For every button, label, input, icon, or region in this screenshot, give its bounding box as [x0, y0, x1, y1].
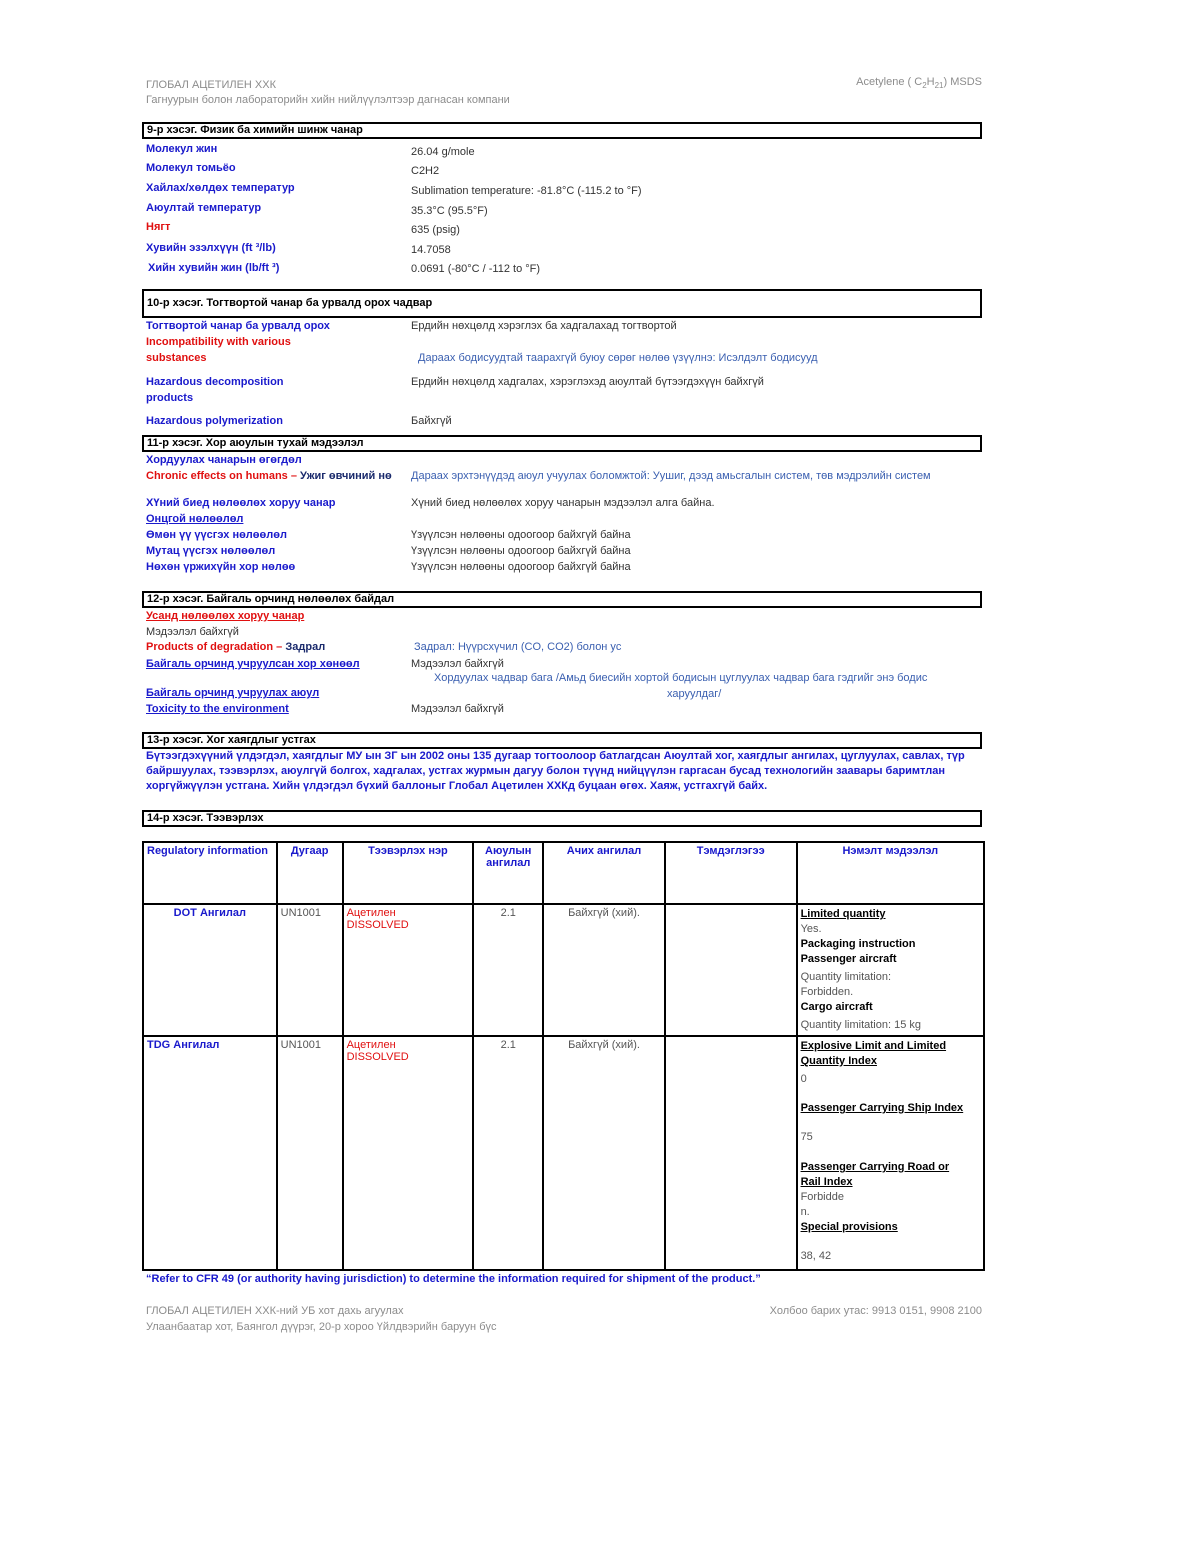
extra-heading: Passenger Carrying Road or — [800, 1161, 950, 1173]
section-14-title: 14-р хэсэг. Тээвэрлэх — [142, 810, 982, 827]
hazard-cell: 2.1 — [473, 1036, 543, 1270]
s9-value: Sublimation temperature: -81.8°C (-115.2 to °F) — [411, 185, 642, 197]
extra-heading: Cargo aircraft — [800, 1001, 873, 1013]
decomp-value: Ердийн нөхцөлд хадгалах, хэрэглэхэд аюултай бүтээгдэхүүн байхгүй — [411, 376, 764, 388]
s9-label: Хийн хувийн жин (lb/ft ³) — [148, 262, 280, 274]
extra-heading: Explosive Limit and Limited — [800, 1040, 947, 1052]
un-cell: UN1001 — [277, 1036, 343, 1270]
degradation-label — [146, 640, 325, 655]
extra-heading: Quantity Index — [800, 1055, 877, 1067]
col-header: Ачих ангилал — [543, 842, 665, 904]
s9-label: Хайлах/хөлдөх температур — [146, 182, 295, 194]
col-header: Аюулын ангилал — [473, 842, 543, 904]
extra-value: 75 — [800, 1131, 813, 1143]
transport-table — [142, 841, 985, 1271]
chronic-label-mn: Ужиг өвчиний нө — [300, 470, 392, 482]
degradation-label-mn: Задрал — [285, 641, 326, 653]
extra-value: Forbidde — [800, 1191, 844, 1203]
env-tox-value: Мэдээлэл байхгүй — [411, 703, 504, 715]
extra-value: Yes. — [800, 923, 822, 935]
aquatic-label: Усанд нөлөөлөх хоруу чанар — [146, 610, 305, 622]
reg-cell: DOT Ангилал — [143, 904, 277, 1036]
aquatic-value: Мэдээлэл байхгүй — [146, 626, 239, 638]
s9-value: C2H2 — [411, 165, 440, 177]
decomp-label: Hazardous decomposition — [146, 376, 284, 388]
repro-value: Үзүүлсэн нөлөөны одоогоор байхгүй байна — [411, 561, 631, 573]
incompat-label-2: substances — [146, 352, 207, 364]
s9-value: 0.0691 (-80°C / -112 to °F) — [411, 263, 541, 275]
extra-value: Quantity limitation: — [800, 971, 892, 983]
poly-label: Hazardous polymerization — [146, 415, 283, 427]
extra-heading: Special provisions — [800, 1221, 898, 1233]
degradation-value: Задрал: Нүүрсхүчил (CO, CO2) болон ус — [414, 641, 622, 653]
extra-value: Quantity limitation: 15 kg — [800, 1019, 922, 1031]
s9-label: Нягт — [146, 221, 171, 233]
table-header-row — [143, 842, 984, 904]
s9-label: Молекул томьёо — [146, 162, 236, 174]
stability-label: Тогтвортой чанар ба урвалд орох — [146, 320, 330, 332]
env-note: Хордуулах чадвар бага /Амьд биесийн хортой бодисын цуглуулах чадвар бага гэдгийг энэ бодис — [434, 672, 928, 684]
extra-value: 38, 42 — [800, 1250, 832, 1262]
extra-heading: Rail Index — [800, 1176, 853, 1188]
env-tox-label: Toxicity to the environment — [146, 703, 289, 715]
s9-value: 35.3°C (95.5°F) — [411, 205, 488, 217]
env-note-2: харуулдаг/ — [667, 688, 722, 700]
col-header: Тэмдэглэгээ — [665, 842, 797, 904]
incompat-label: Incompatibility with various — [146, 336, 291, 348]
name-line: DISSOLVED — [346, 1051, 409, 1063]
pack-cell: Байхгүй (хий). — [543, 1036, 665, 1270]
mutation-value: Үзүүлсэн нөлөөны одоогоор байхгүй байна — [411, 545, 631, 557]
section-13-title: 13-р хэсэг. Хог хаягдлыг устгах — [142, 732, 982, 749]
section-10-title: 10-р хэсэг. Тогтвортой чанар ба урвалд орох чадвар — [142, 289, 982, 318]
name-line: Ацетилен — [346, 907, 396, 919]
poly-value: Байхгүй — [411, 415, 452, 427]
company-subtitle: Гагнуурын болон лабораторийн хийн нийлүүлэлтээр дагнасан компани — [146, 94, 510, 106]
s9-value: 635 (psig) — [411, 224, 460, 236]
marking-cell — [665, 1036, 797, 1270]
col-header: Тээвэрлэх нэр — [343, 842, 474, 904]
repro-label: Нөхөн үржихүйн хор нөлөө — [146, 561, 296, 573]
un-cell: UN1001 — [277, 904, 343, 1036]
mutation-label: Мутац үүсгэх нөлөөлөл — [146, 545, 276, 557]
footer-phone: Холбоо барих утас: 9913 0151, 9908 2100 — [769, 1305, 982, 1317]
doc-title-sub: 2 — [922, 81, 927, 91]
name-cell — [343, 1036, 474, 1270]
name-cell — [343, 904, 474, 1036]
extra-value: Forbidden. — [800, 986, 854, 998]
col-header: Regulatory information — [143, 842, 277, 904]
extra-heading: Passenger Carrying Ship Index — [800, 1102, 964, 1114]
section-12-title: 12-р хэсэг. Байгаль орчинд нөлөөлөх байдал — [142, 591, 982, 608]
name-line: Ацетилен — [346, 1039, 396, 1051]
table-row — [143, 1036, 984, 1270]
human-value: Хүний биед нөлөөлөх хоруу чанарын мэдээлэл алга байна. — [411, 497, 715, 509]
doc-title-part: H — [926, 76, 935, 88]
doc-title-part: ) MSDS — [943, 76, 982, 88]
extra-cell — [797, 904, 984, 1036]
extra-heading: Passenger aircraft — [800, 953, 897, 965]
env-toxic-value: Мэдээлэл байхгүй — [411, 658, 504, 670]
env-hazard-label: Байгаль орчинд учруулах аюул — [146, 687, 320, 699]
company-name: ГЛОБАЛ АЦЕТИЛЕН ХХК — [146, 79, 277, 91]
footer-address-2: Улаанбаатар хот, Баянгол дүүрэг, 20-р хороо Үйлдвэрийн баруун бүс — [146, 1321, 497, 1333]
env-toxic-label: Байгаль орчинд учруулсан хор хөнөөл — [146, 658, 360, 670]
extra-value: 0 — [800, 1073, 807, 1085]
chronic-label — [146, 469, 408, 484]
incompat-value: Дараах бодисуудтай таарахгүй буюу сөрөг нөлөө үзүүлнэ: Исэлдэлт бодисууд — [418, 352, 818, 364]
chronic-value: Дараах эрхтэнүүдэд аюул учуулах боломжтой: Уушиг, дээд амьсгалын систем, төв мэдрэлийн систем — [411, 470, 931, 482]
s9-value: 26.04 g/mole — [411, 146, 475, 158]
extra-value: n. — [800, 1206, 810, 1218]
extra-heading: Limited quantity — [800, 908, 886, 920]
toxicity-label: Хордуулах чанарын өгөгдөл — [146, 454, 302, 466]
doc-title-part: Acetylene ( C — [856, 76, 923, 88]
col-header: Нэмэлт мэдээлэл — [797, 842, 984, 904]
s9-label: Молекул жин — [146, 143, 218, 155]
extra-heading: Packaging instruction — [800, 938, 916, 950]
s9-label: Хувийн эзэлхүүн (ft ³/lb) — [146, 242, 276, 254]
col-header: Дугаар — [277, 842, 343, 904]
degradation-label-en: Products of degradation – — [146, 641, 286, 653]
disposal-text: Бүтээгдэхүүний үлдэгдэл, хаягдлыг МУ ын ЗГ ын 2002 оны 135 дугаар тогтоолоор батлагдсан Аюултай хог, хаягдлыг ангилах, цуглуулах, савлах, түр байршуулах, тээвэрлэх, аюулгүй болгох, хадгалах, устгах журмын дагуу болон түүнд нийцүүлэн гаргасан бусад технологийн заавары баримтлан хоргүйжүүлэн устгана. Хийн үлдэгдэл бүхий баллоныг Глобал Ацетилен ХХКд буцаан өгөх. Хаяж, устгахгүй байх. — [146, 750, 965, 792]
extra-cell — [797, 1036, 984, 1270]
footer-address-1: ГЛОБАЛ АЦЕТИЛЕН ХХК-ний УБ хот дахь агуулах — [146, 1305, 404, 1317]
special-label: Онцгой нөлөөлөл — [146, 513, 244, 525]
doc-title — [856, 76, 982, 90]
s9-value: 14.7058 — [411, 244, 451, 256]
hazard-cell: 2.1 — [473, 904, 543, 1036]
stability-value: Ердийн нөхцөлд хэрэглэх ба хадгалахад тогтвортой — [411, 320, 677, 332]
section-11-title: 11-р хэсэг. Хор аюулын тухай мэдээлэл — [142, 435, 982, 452]
chronic-label-en: Chronic effects on humans – — [146, 470, 301, 482]
doc-title-sub: 21 — [934, 81, 944, 91]
cancer-value: Үзүүлсэн нөлөөны одоогоор байхгүй байна — [411, 529, 631, 541]
human-label: ХҮний биед нөлөөлөх хоруу чанар — [146, 497, 336, 509]
name-line: DISSOLVED — [346, 919, 409, 931]
decomp-label-2: products — [146, 392, 194, 404]
marking-cell — [665, 904, 797, 1036]
table-row — [143, 904, 984, 1036]
cancer-label: Өмөн үү үүсгэх нөлөөлөл — [146, 529, 287, 541]
reg-cell: TDG Ангилал — [143, 1036, 277, 1270]
pack-cell: Байхгүй (хий). — [543, 904, 665, 1036]
s9-label: Аюултай температур — [146, 202, 262, 214]
transport-footnote: “Refer to CFR 49 (or authority having jurisdiction) to determine the information required for shipment of the product.” — [146, 1273, 761, 1285]
section-9-title: 9-р хэсэг. Физик ба химийн шинж чанар — [142, 122, 982, 139]
